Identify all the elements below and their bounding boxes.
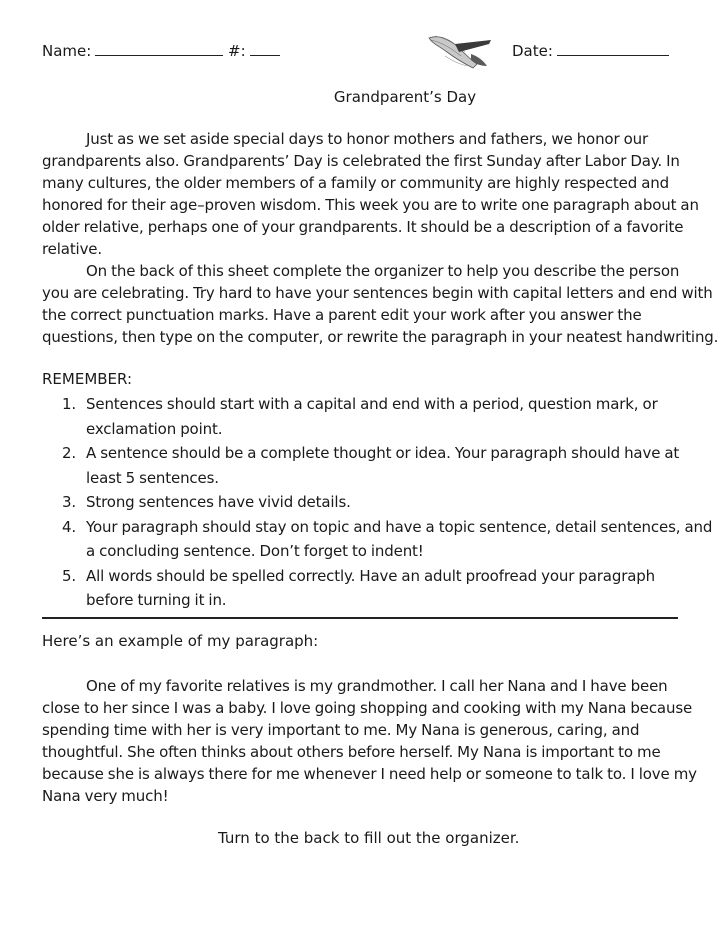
text-line: the correct punctuation marks. Have a parent edit your work after you answer the bbox=[42, 306, 642, 324]
list-item-line: before turning it in. bbox=[86, 591, 227, 609]
number-label: #: bbox=[228, 42, 246, 60]
remember-list bbox=[62, 392, 713, 613]
intro-paragraph-2 bbox=[42, 260, 719, 348]
text-line: questions, then type on the computer, or rewrite the paragraph in your neatest handwriting. bbox=[42, 328, 719, 346]
text-line: Nana very much! bbox=[42, 787, 169, 805]
list-item bbox=[62, 490, 682, 515]
text-line: many cultures, the older members of a family or community are highly respected and bbox=[42, 174, 670, 192]
text-line: thoughtful. She often thinks about others before herself. My Nana is important to me bbox=[42, 743, 661, 761]
text-line: spending time with her is very important to me. My Nana is generous, caring, and bbox=[42, 721, 640, 739]
list-item bbox=[62, 564, 682, 613]
list-item-line: Sentences should start with a capital and end with a period, question mark, or bbox=[86, 395, 658, 413]
quill-hand-illustration bbox=[425, 30, 495, 74]
date-label: Date: bbox=[512, 42, 553, 60]
example-heading: Here’s an example of my paragraph: bbox=[42, 632, 319, 650]
text-line: honored for their age–proven wisdom. This week you are to write one paragraph about an bbox=[42, 196, 699, 214]
name-blank[interactable] bbox=[95, 43, 223, 56]
text-line: close to her since I was a baby. I love going shopping and cooking with my Nana because bbox=[42, 699, 693, 717]
list-item-line: Strong sentences have vivid details. bbox=[86, 493, 351, 511]
text-line: Just as we set aside special days to honor mothers and fathers, we honor our bbox=[86, 130, 649, 148]
list-item-number: 4. bbox=[62, 517, 77, 536]
date-field bbox=[512, 42, 669, 60]
remember-heading: REMEMBER: bbox=[42, 370, 133, 388]
divider-line bbox=[42, 617, 678, 619]
page-title-text: Grandparent’s Day bbox=[333, 88, 477, 106]
list-item-line: exclamation point. bbox=[86, 419, 223, 438]
list-item-line: All words should be spelled correctly. Have an adult proofread your paragraph bbox=[86, 566, 655, 585]
list-item-number: 3. bbox=[62, 493, 77, 511]
intro-paragraph-1 bbox=[42, 128, 699, 260]
list-item-line: a concluding sentence. Don’t forget to indent! bbox=[86, 542, 424, 560]
text-line: grandparents also. Grandparents’ Day is celebrated the first Sunday after Labor Day. In bbox=[42, 152, 680, 170]
list-item bbox=[62, 515, 713, 564]
example-paragraph bbox=[42, 675, 697, 807]
list-item-number: 5. bbox=[62, 566, 77, 585]
list-item-line: A sentence should be a complete thought or idea. Your paragraph should have at bbox=[86, 444, 680, 462]
list-item-number: 1. bbox=[62, 395, 77, 413]
list-item-number: 2. bbox=[62, 444, 77, 462]
name-label: Name: bbox=[42, 42, 92, 60]
number-blank[interactable] bbox=[250, 43, 280, 56]
number-field bbox=[228, 42, 280, 60]
name-field bbox=[42, 42, 223, 60]
text-line: relative. bbox=[42, 240, 102, 258]
footer-instruction: Turn to the back to fill out the organizer. bbox=[218, 829, 520, 847]
list-item bbox=[62, 441, 682, 490]
list-item-line: least 5 sentences. bbox=[86, 468, 219, 487]
text-line: On the back of this sheet complete the organizer to help you describe the person bbox=[86, 262, 680, 280]
list-item-line: Your paragraph should stay on topic and have a topic sentence, detail sentences, and bbox=[86, 517, 713, 536]
page-title bbox=[0, 88, 728, 106]
header-row bbox=[42, 40, 682, 66]
text-line: older relative, perhaps one of your grandparents. It should be a description of a favorite bbox=[42, 218, 684, 236]
date-blank[interactable] bbox=[557, 43, 669, 56]
text-line: One of my favorite relatives is my grandmother. I call her Nana and I have been bbox=[86, 677, 668, 695]
list-item bbox=[62, 392, 682, 441]
text-line: you are celebrating. Try hard to have your sentences begin with capital letters and end with bbox=[42, 284, 713, 302]
text-line: because she is always there for me whenever I need help or someone to talk to. I love my bbox=[42, 765, 697, 783]
